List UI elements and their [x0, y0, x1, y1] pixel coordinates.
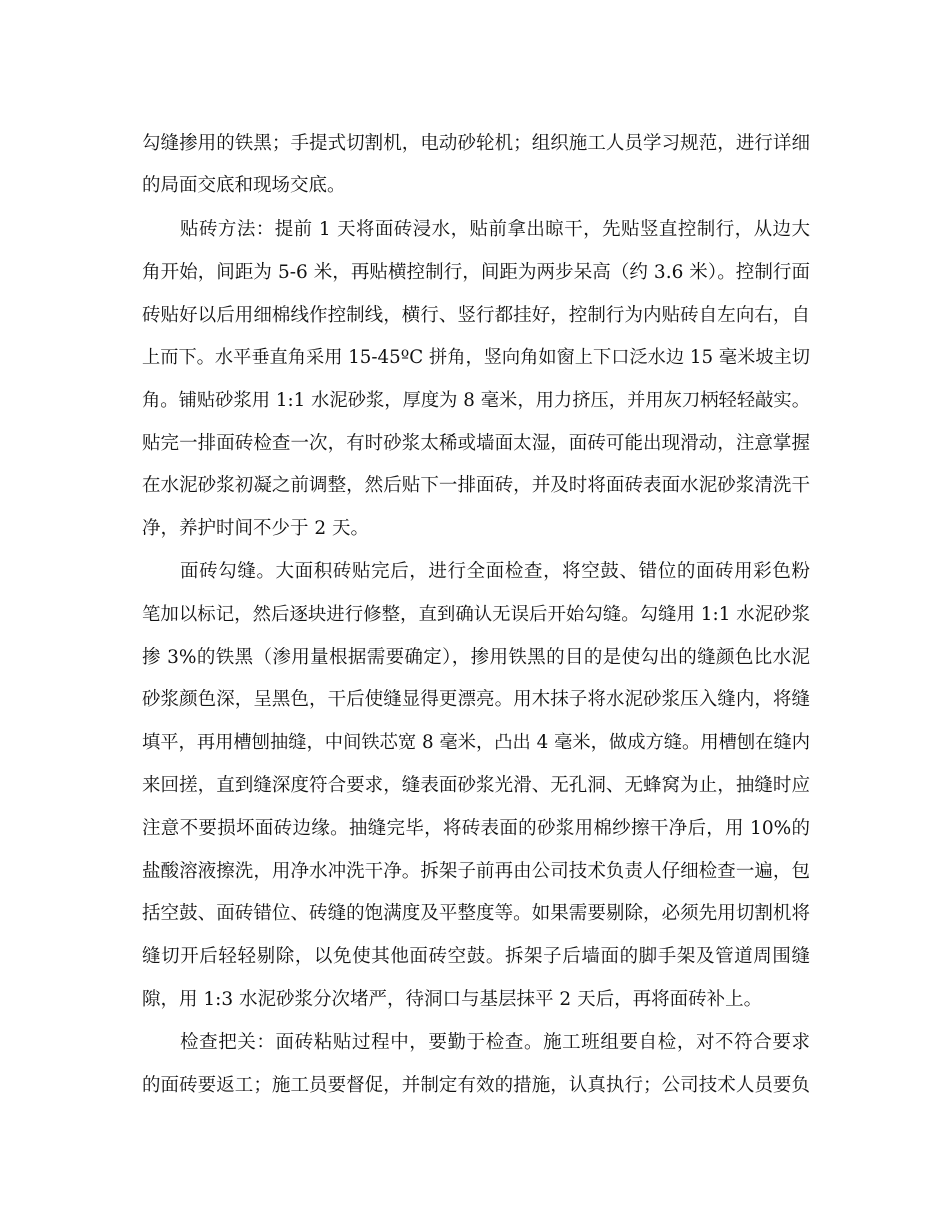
text-line: 笔加以标记，然后逐块进行修整，直到确认无误后开始勾缝。勾缝用 1:1 水泥砂浆 — [142, 604, 810, 625]
text-line: 填平，再用槽刨抽缝，中间铁芯宽 8 毫米，凸出 4 毫米，做成方缝。用槽刨在缝内 — [142, 732, 810, 753]
text-line: 注意不要损坏面砖边缘。抽缝完毕，将砖表面的砂浆用棉纱擦干净后，用 10%的 — [142, 818, 810, 839]
text-line: 贴完一排面砖检查一次，有时砂浆太稀或墙面太湿，面砖可能出现滑动，注意掌握 — [142, 433, 810, 454]
paragraph-first-line: 检查把关：面砖粘贴过程中，要勤于检查。施工班组要自检，对不符合要求 — [180, 1032, 810, 1053]
text-line: 盐酸溶液擦洗，用净水冲洗干净。拆架子前再由公司技术负责人仔细检查一遍，包 — [142, 861, 810, 882]
paragraph-first-line: 面砖勾缝。大面积砖贴完后，进行全面检查，将空鼓、错位的面砖用彩色粉 — [180, 561, 810, 582]
text-line: 隙，用 1:3 水泥砂浆分次堵严，待洞口与基层抹平 2 天后，再将面砖补上。 — [142, 989, 763, 1010]
text-line: 角。铺贴砂浆用 1:1 水泥砂浆，厚度为 8 毫米，用力挤压，并用灰刀柄轻轻敲实。 — [142, 390, 810, 411]
text-line: 在水泥砂浆初凝之前调整，然后贴下一排面砖，并及时将面砖表面水泥砂浆清洗干 — [142, 475, 810, 496]
text-line: 勾缝掺用的铁黑；手提式切割机，电动砂轮机；组织施工人员学习规范，进行详细 — [142, 133, 810, 154]
text-line: 来回搓，直到缝深度符合要求，缝表面砂浆光滑、无孔洞、无蜂窝为止，抽缝时应 — [142, 775, 810, 796]
text-line: 的面砖要返工；施工员要督促，并制定有效的措施，认真执行；公司技术人员要负 — [142, 1075, 810, 1096]
text-line: 缝切开后轻轻剔除，以免使其他面砖空鼓。拆架子后墙面的脚手架及管道周围缝 — [142, 946, 810, 967]
text-line: 掺 3%的铁黑（渗用量根据需要确定），掺用铁黑的目的是使勾出的缝颜色比水泥 — [142, 647, 810, 668]
text-line: 净，养护时间不少于 2 天。 — [142, 518, 370, 539]
text-line: 括空鼓、面砖错位、砖缝的饱满度及平整度等。如果需要剔除，必须先用切割机将 — [142, 903, 810, 924]
text-line: 的局面交底和现场交底。 — [142, 175, 346, 196]
text-line: 上而下。水平垂直角采用 15-45ºC 拼角，竖向角如窗上下口泛水边 15 毫米坡主切 — [142, 347, 810, 368]
text-line: 角开始，间距为 5-6 米，再贴横控制行，间距为两步呆高（约 3.6 米）。控制行面 — [142, 262, 810, 283]
text-line: 砖贴好以后用细棉线作控制线，横行、竖行都挂好，控制行为内贴砖自左向右，自 — [142, 305, 810, 326]
paragraph-first-line: 贴砖方法：提前 1 天将面砖浸水，贴前拿出晾干，先贴竖直控制行，从边大 — [180, 219, 810, 240]
text-line: 砂浆颜色深，呈黑色，干后使缝显得更漂亮。用木抹子将水泥砂浆压入缝内，将缝 — [142, 689, 810, 710]
